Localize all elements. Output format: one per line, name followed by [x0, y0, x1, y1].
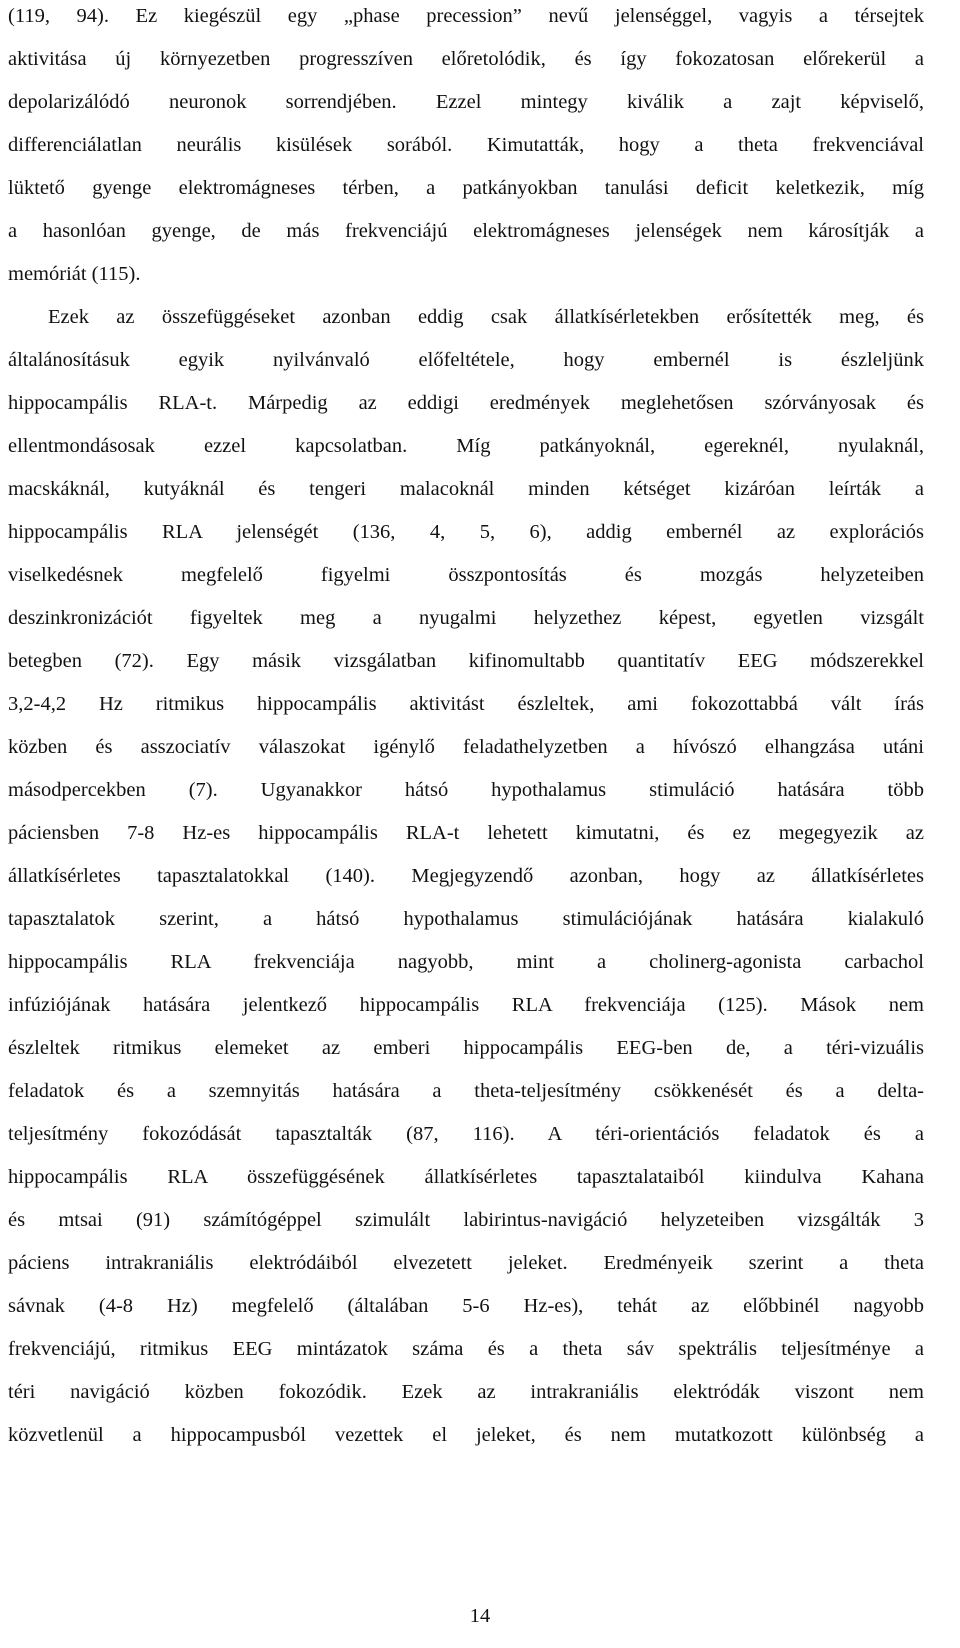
text-line: macskáknál, kutyáknál és tengeri malacoknál minden kétséget kizáróan leírták a — [8, 478, 924, 500]
text-line: depolarizálódó neuronok sorrendjében. Ezzel mintegy kiválik a zajt képviselő, — [8, 91, 924, 113]
text-line: tapasztalatok szerint, a hátsó hypothalamus stimulációjának hatására kialakuló — [8, 908, 924, 930]
text-line: frekvenciájú, ritmikus EEG mintázatok száma és a theta sáv spektrális teljesítménye a — [8, 1338, 924, 1360]
text-line: észleltek ritmikus elemeket az emberi hippocampális EEG-ben de, a téri-vizuális — [8, 1037, 924, 1059]
text-line: és mtsai (91) számítógéppel szimulált labirintus-navigáció helyzeteiben vizsgálták 3 — [8, 1209, 924, 1231]
text-line: hippocampális RLA frekvenciája nagyobb, mint a cholinerg-agonista carbachol — [8, 951, 924, 973]
text-line: infúziójának hatására jelentkező hippocampális RLA frekvenciája (125). Mások nem — [8, 994, 924, 1016]
text-line: lüktető gyenge elektromágneses térben, a patkányokban tanulási deficit keletkezik, míg — [8, 177, 924, 199]
text-line: hippocampális RLA összefüggésének állatkísérletes tapasztalataiból kiindulva Kahana — [8, 1166, 924, 1188]
text-line: deszinkronizációt figyeltek meg a nyugalmi helyzethez képest, egyetlen vizsgált — [8, 607, 924, 629]
text-line: (119, 94). Ez kiegészül egy „phase precession” nevű jelenséggel, vagyis a térsejtek — [8, 5, 924, 27]
text-line: feladatok és a szemnyitás hatására a theta-teljesítmény csökkenését és a delta- — [8, 1080, 924, 1102]
paragraph-first-line: Ezek az összefüggéseket azonban eddig csak állatkísérletekben erősítették meg, és — [48, 306, 924, 328]
text-line: közben és asszociatív válaszokat igénylő feladathelyzetben a hívószó elhangzása utáni — [8, 736, 924, 758]
text-line: általánosításuk egyik nyilvánvaló előfeltétele, hogy embernél is észleljünk — [8, 349, 924, 371]
text-line: betegben (72). Egy másik vizsgálatban kifinomultabb quantitatív EEG módszerekkel — [8, 650, 924, 672]
text-line: másodpercekben (7). Ugyanakkor hátsó hypothalamus stimuláció hatására több — [8, 779, 924, 801]
paragraph-end-line: memóriát (115). — [8, 263, 141, 285]
text-line: 3,2-4,2 Hz ritmikus hippocampális aktivitást észleltek, ami fokozottabbá vált írás — [8, 693, 924, 715]
text-line: aktivitása új környezetben progresszíven előretolódik, és így fokozatosan előrekerül a — [8, 48, 924, 70]
text-line: állatkísérletes tapasztalatokkal (140). Megjegyzendő azonban, hogy az állatkísérletes — [8, 865, 924, 887]
text-line: téri navigáció közben fokozódik. Ezek az intrakraniális elektródák viszont nem — [8, 1381, 924, 1403]
text-line: a hasonlóan gyenge, de más frekvenciájú elektromágneses jelenségek nem károsítják a — [8, 220, 924, 242]
text-line: hippocampális RLA-t. Márpedig az eddigi eredmények meglehetősen szórványosak és — [8, 392, 924, 414]
text-line: páciens intrakraniális elektródáiból elvezetett jeleket. Eredményeik szerint a theta — [8, 1252, 924, 1274]
text-line: páciensben 7-8 Hz-es hippocampális RLA-t lehetett kimutatni, és ez megegyezik az — [8, 822, 924, 844]
text-line: teljesítmény fokozódását tapasztalták (87, 116). A téri-orientációs feladatok és a — [8, 1123, 924, 1145]
text-line: közvetlenül a hippocampusból vezettek el jeleket, és nem mutatkozott különbség a — [8, 1424, 924, 1446]
text-line: differenciálatlan neurális kisülések sorából. Kimutatták, hogy a theta frekvenciával — [8, 134, 924, 156]
text-line: ellentmondásosak ezzel kapcsolatban. Míg patkányoknál, egereknél, nyulaknál, — [8, 435, 924, 457]
page-number: 14 — [469, 1605, 491, 1627]
text-line: viselkedésnek megfelelő figyelmi összpontosítás és mozgás helyzeteiben — [8, 564, 924, 586]
text-line: sávnak (4-8 Hz) megfelelő (általában 5-6 Hz-es), tehát az előbbinél nagyobb — [8, 1295, 924, 1317]
text-line: hippocampális RLA jelenségét (136, 4, 5, 6), addig embernél az explorációs — [8, 521, 924, 543]
